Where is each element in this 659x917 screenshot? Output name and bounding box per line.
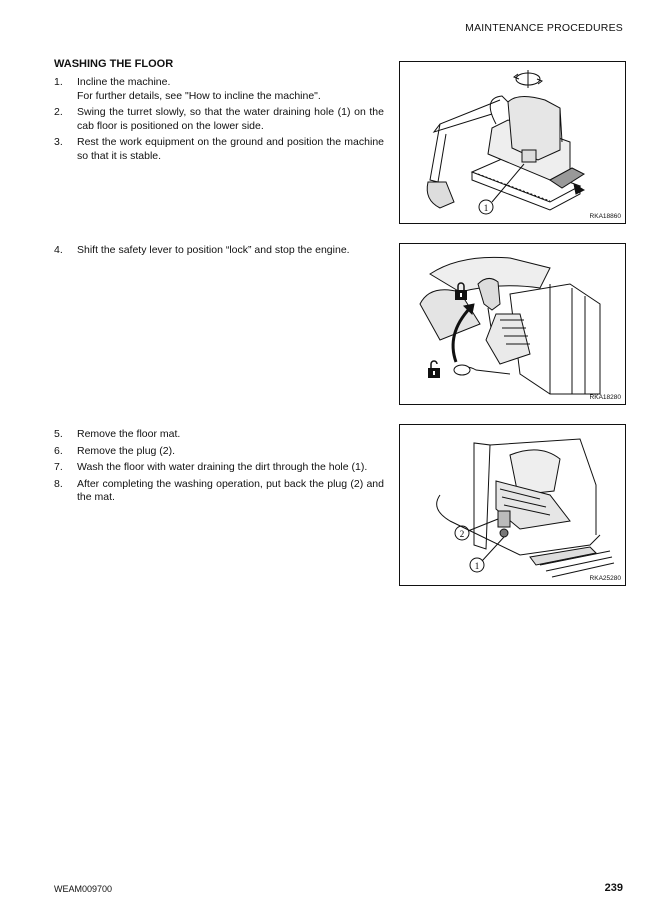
step-item [54,428,384,442]
running-header: MAINTENANCE PROCEDURES [465,22,623,34]
figure-code: RKA18860 [589,213,621,220]
step-text: Remove the floor mat. [77,428,181,440]
step-subtext: For further details, see "How to incline the machine". [77,89,321,102]
excavator-illustration [400,62,625,223]
section-title: WASHING THE FLOOR [54,58,174,70]
step-text: After completing the washing operation, put back the plug (2) and the mat. [77,477,384,503]
step-item [54,478,384,505]
step-text: Swing the turret slowly, so that the water draining hole (1) on the cab floor is positioned on the lower side. [77,106,384,132]
step-number: 1. [54,76,63,88]
callout-2: 2 [459,529,465,539]
unlock-icon [428,361,440,378]
page-number: 239 [604,882,623,894]
figure-code: RKA18280 [589,394,621,401]
steps-list-3 [54,428,384,508]
step-item [54,445,384,459]
step-item [54,136,384,163]
step-number: 6. [54,444,63,457]
step-number: 2. [54,106,63,118]
safety-lever-illustration [400,244,625,404]
step-item [54,244,384,258]
steps-list-2 [54,244,384,261]
steps-list-1 [54,76,384,166]
step-text: Rest the work equipment on the ground and position the machine so that it is stable. [77,136,384,162]
callout-1: 1 [483,203,489,213]
footer-doc-code: WEAM009700 [54,884,113,894]
step-number: 5. [54,428,63,440]
figure-cab-floor [399,424,626,586]
step-text: Incline the machine. [77,76,171,88]
step-number: 8. [54,477,63,490]
step-item [54,461,384,475]
step-text: Shift the safety lever to position “lock” and stop the engine. [77,244,350,256]
step-number: 7. [54,461,63,473]
step-text: Wash the floor with water draining the dirt through the hole (1). [77,461,368,473]
cab-floor-illustration [400,425,625,585]
figure-excavator-swing [399,61,626,224]
step-number: 3. [54,136,63,148]
step-item [54,76,384,103]
step-number: 4. [54,244,63,256]
step-text: Remove the plug (2). [77,444,176,457]
figure-safety-lever [399,243,626,405]
callout-1: 1 [474,561,480,571]
step-item [54,106,384,133]
figure-code: RKA25280 [589,575,621,582]
